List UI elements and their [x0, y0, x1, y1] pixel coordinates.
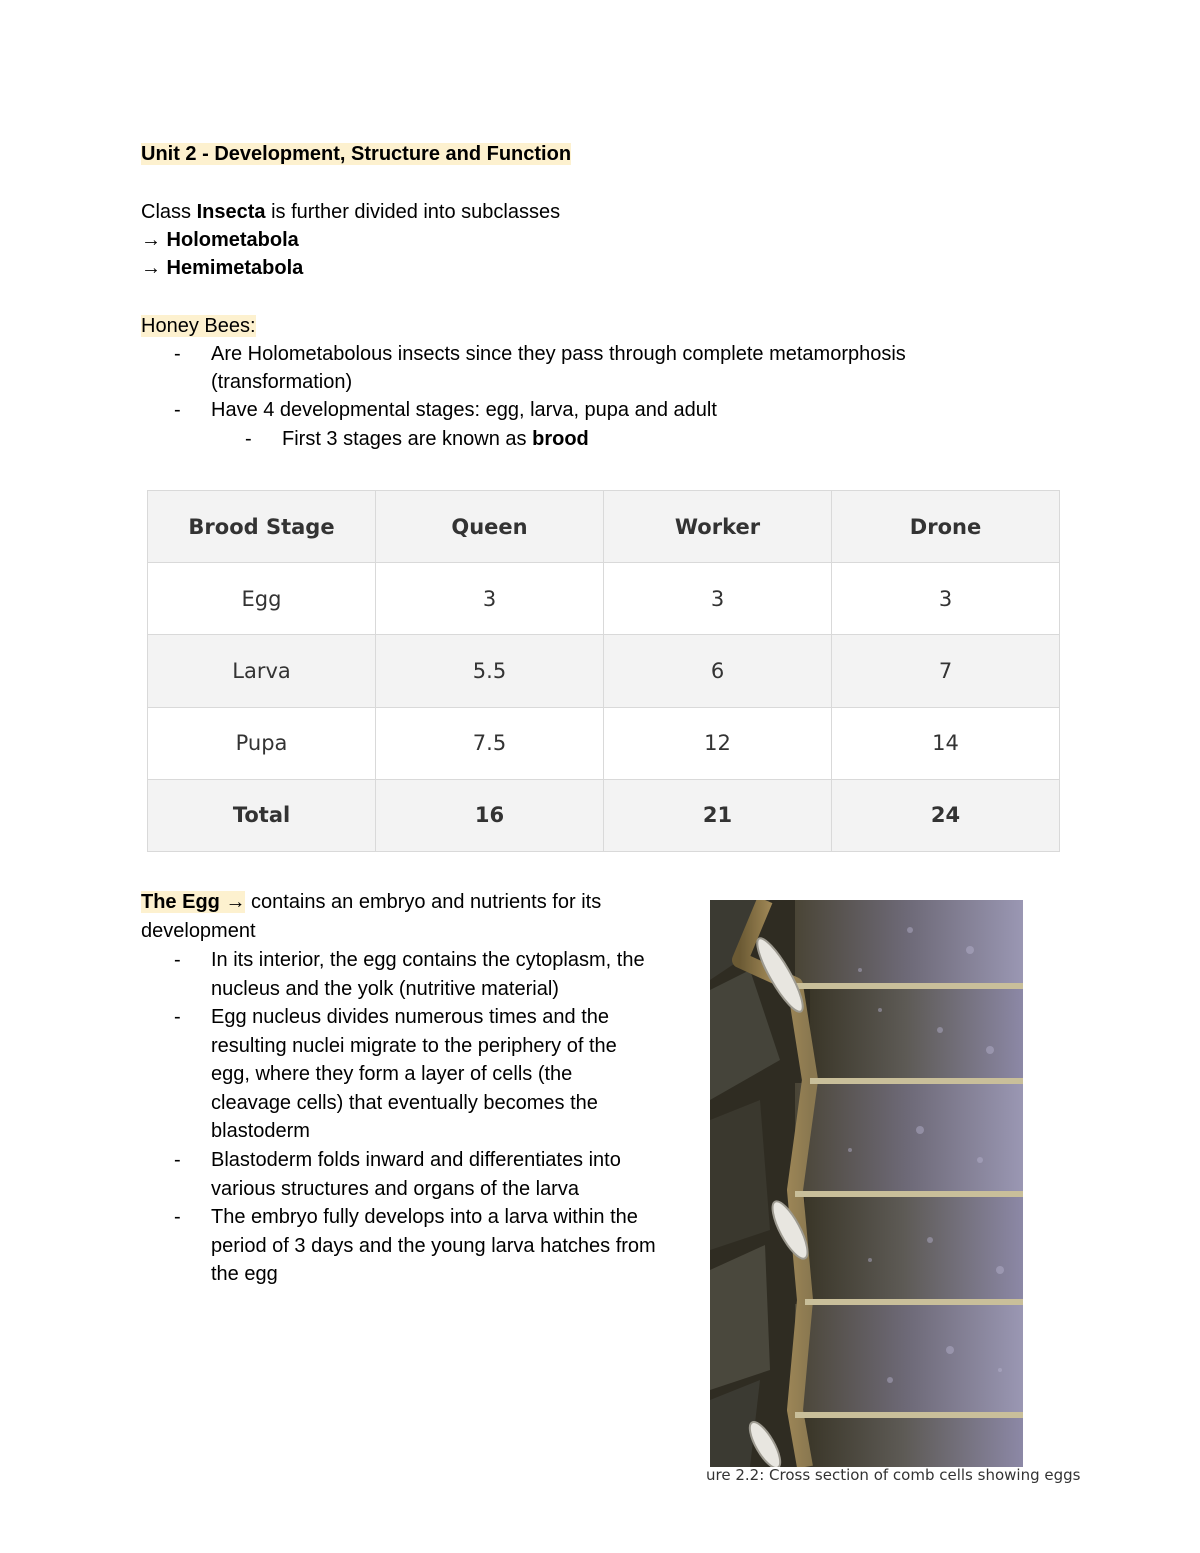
egg-bullet-interior: In its interior, the egg contains the cytoplasm, the nucleus and the yolk (nutritive material) — [211, 949, 645, 1000]
table-cell: 24 — [832, 779, 1060, 851]
table-header-row — [148, 491, 1060, 563]
honey-bees-heading: Honey Bees: — [141, 315, 256, 337]
table-cell: Total — [148, 779, 376, 851]
page-title: Unit 2 - Development, Structure and Function — [141, 143, 572, 165]
table-header: Brood Stage — [148, 491, 376, 563]
egg-section-intro-cont: development — [141, 920, 256, 942]
brood-stage-table — [147, 490, 1060, 852]
table-header: Drone — [832, 491, 1060, 563]
egg-bullet-embryo: The embryo fully develops into a larva within the period of 3 days and the young larva hatches from the egg — [211, 1206, 656, 1286]
intro-line: Class Insecta is further divided into subclasses — [141, 201, 561, 223]
bullet-dash: - — [174, 1149, 181, 1171]
bullet-dash: - — [245, 428, 252, 450]
bullet-dash: - — [174, 1206, 181, 1228]
table-cell: Larva — [148, 635, 376, 707]
table-cell: 7.5 — [376, 707, 604, 779]
table-cell: 7 — [832, 635, 1060, 707]
comb-cells-photo — [710, 900, 1023, 1467]
bullet-holometabolous-cont: (transformation) — [211, 371, 353, 393]
table-cell: 12 — [604, 707, 832, 779]
sub-bullet-brood: First 3 stages are known as brood — [282, 428, 589, 450]
bullet-holometabolous: Are Holometabolous insects since they pass through complete metamorphosis — [211, 343, 906, 365]
bullet-dash: - — [174, 399, 181, 421]
table-row — [148, 563, 1060, 635]
table-row — [148, 635, 1060, 707]
figure-caption: ure 2.2: Cross section of comb cells showing eggs — [706, 1466, 1081, 1484]
table-row — [148, 707, 1060, 779]
comb-cells-illustration — [710, 900, 1023, 1467]
table-cell: Egg — [148, 563, 376, 635]
table-cell: 3 — [604, 563, 832, 635]
egg-bullet-blastoderm: Blastoderm folds inward and differentiates into various structures and organs of the larva — [211, 1149, 621, 1200]
table-cell: 6 — [604, 635, 832, 707]
bullet-dash: - — [174, 343, 181, 365]
table-cell: 14 — [832, 707, 1060, 779]
egg-bullet-nucleus: Egg nucleus divides numerous times and the resulting nuclei migrate to the periphery of the egg, where they form a layer of cells (the cleavage cells) that eventually becomes the blastoderm — [211, 1006, 617, 1143]
table-total-row — [148, 779, 1060, 851]
table-cell: 3 — [376, 563, 604, 635]
table-cell: 5.5 — [376, 635, 604, 707]
bullet-dash: - — [174, 1006, 181, 1028]
table-header: Queen — [376, 491, 604, 563]
bullet-dash: - — [174, 949, 181, 971]
table-cell: Pupa — [148, 707, 376, 779]
egg-section-heading: The Egg → contains an embryo and nutrients for its — [141, 891, 602, 913]
subclass-hemimetabola: → Hemimetabola — [141, 257, 304, 279]
table-header: Worker — [604, 491, 832, 563]
table-cell: 3 — [832, 563, 1060, 635]
bullet-stages: Have 4 developmental stages: egg, larva, pupa and adult — [211, 399, 717, 421]
table-cell: 16 — [376, 779, 604, 851]
table-cell: 21 — [604, 779, 832, 851]
subclass-holometabola: → Holometabola — [141, 229, 299, 251]
